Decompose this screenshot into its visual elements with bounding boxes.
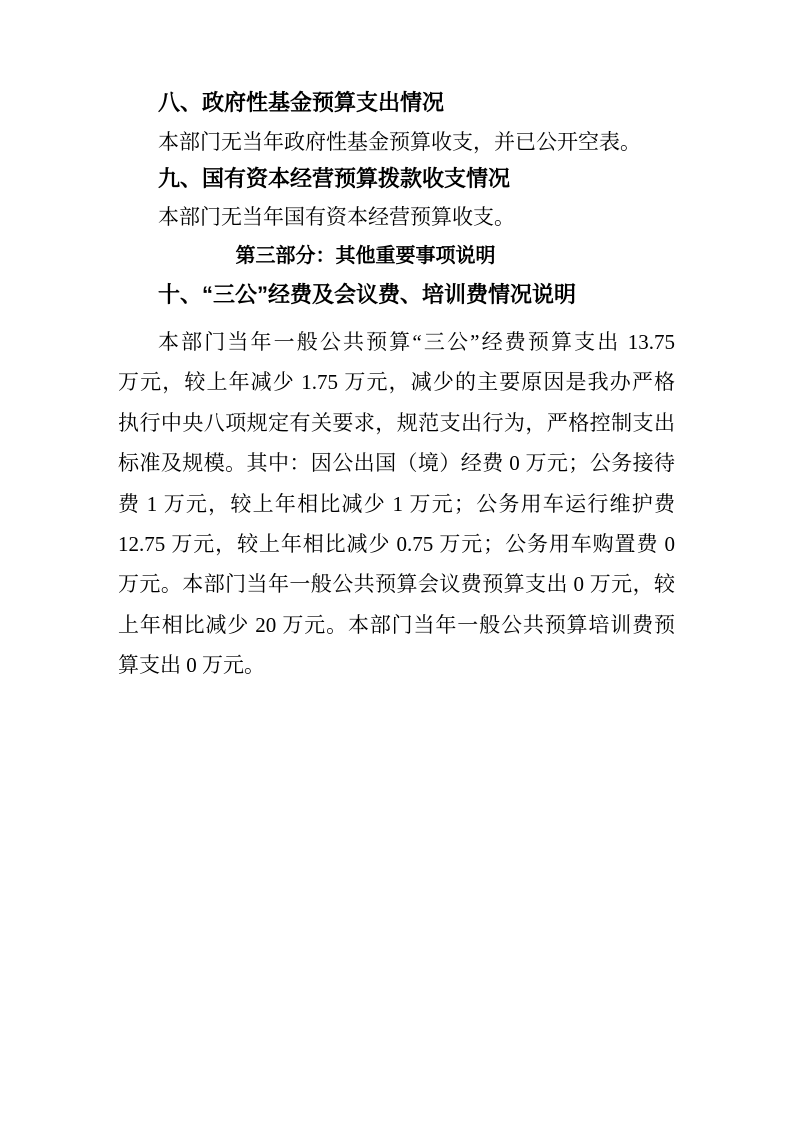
section-10-paragraph bbox=[118, 322, 675, 686]
paragraph-line: 算支出 0 万元。 bbox=[118, 653, 265, 678]
paragraph-line: 上年相比减少 20 万元。本部门当年一般公共预算培训费预 bbox=[118, 612, 675, 637]
section-9-body: 本部门无当年国有资本经营预算收支。 bbox=[158, 205, 515, 229]
part-3-title: 第三部分：其他重要事项说明 bbox=[235, 245, 496, 267]
paragraph-line: 费 1 万元，较上年相比减少 1 万元；公务用车运行维护费 bbox=[118, 491, 675, 516]
section-8-body: 本部门无当年政府性基金预算收支，并已公开空表。 bbox=[158, 130, 641, 154]
section-10-heading: 十、“三公”经费及会议费、培训费情况说明 bbox=[158, 282, 577, 307]
paragraph-line: 万元。本部门当年一般公共预算会议费预算支出 0 万元，较 bbox=[118, 572, 675, 597]
paragraph-line: 万元，较上年减少 1.75 万元，减少的主要原因是我办严格 bbox=[118, 370, 675, 395]
section-9-heading: 九、国有资本经营预算拨款收支情况 bbox=[158, 166, 511, 191]
paragraph-line: 执行中央八项规定有关要求，规范支出行为，严格控制支出 bbox=[118, 410, 675, 435]
paragraph-line: 12.75 万元，较上年相比减少 0.75 万元；公务用车购置费 0 bbox=[118, 531, 675, 556]
section-8-heading: 八、政府性基金预算支出情况 bbox=[158, 90, 445, 115]
paragraph-line: 本部门当年一般公共预算“三公”经费预算支出 13.75 bbox=[158, 330, 675, 354]
paragraph-line: 标准及规模。其中：因公出国（境）经费 0 万元；公务接待 bbox=[118, 451, 675, 476]
